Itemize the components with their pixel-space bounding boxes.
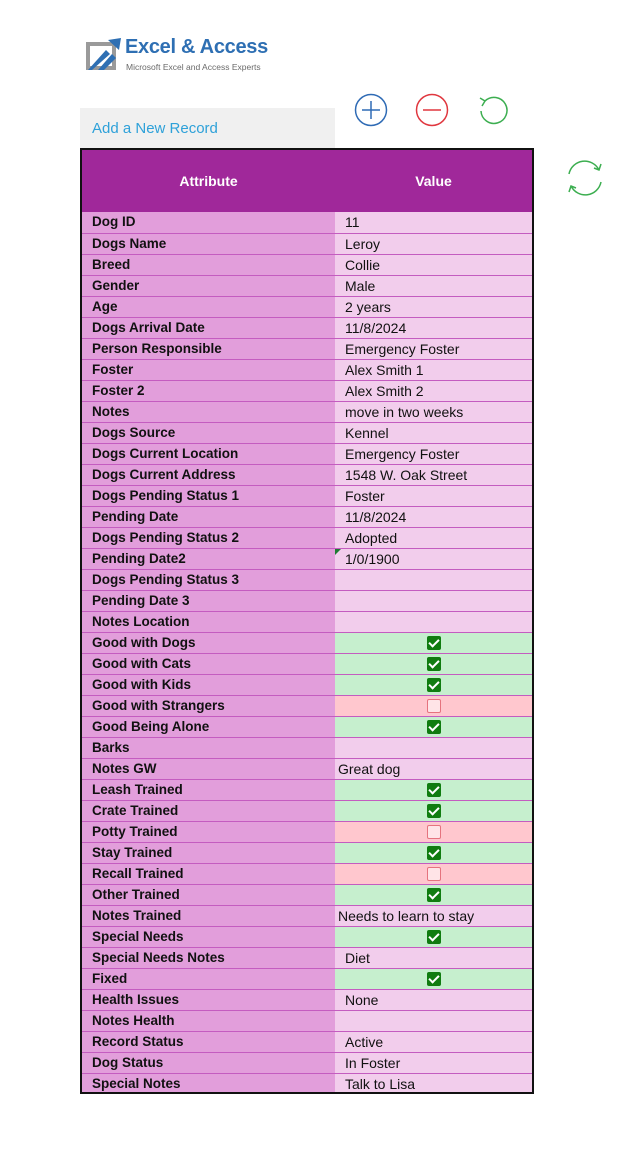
value-text: Talk to Lisa [345,1076,416,1092]
value-cell[interactable] [335,423,532,443]
table-row [82,632,532,653]
attribute-label: Dogs Pending Status 1 [82,486,335,506]
attribute-label: Record Status [82,1032,335,1052]
table-row [82,590,532,611]
table-row [82,842,532,863]
add-record-label: Add a New Record [92,120,218,137]
value-cell[interactable] [335,1032,532,1052]
value-text: Active [345,1034,384,1050]
table-row [82,422,532,443]
table-row [82,674,532,695]
value-cell[interactable] [335,212,532,233]
value-text: Alex Smith 2 [345,383,424,399]
attribute-label: Dog Status [82,1053,335,1073]
checked-checkbox-icon[interactable] [427,783,441,797]
table-row [82,296,532,317]
value-text: 11/8/2024 [345,320,407,336]
value-cell[interactable] [335,696,532,716]
value-text: None [345,992,379,1008]
value-text: Male [345,278,376,294]
table-row [82,317,532,338]
value-cell[interactable] [335,1074,532,1094]
value-text: 11 [345,214,360,230]
table-row [82,548,532,569]
table-row [82,737,532,758]
attribute-label: Special Needs Notes [82,948,335,968]
table-row [82,464,532,485]
attribute-label: Foster [82,360,335,380]
table-row [82,380,532,401]
attribute-label: Pending Date2 [82,549,335,569]
checked-checkbox-icon[interactable] [427,678,441,692]
excel-access-logo-icon [84,36,122,72]
table-row [82,947,532,968]
table-row [82,212,532,233]
table-row [82,338,532,359]
attribute-label: Notes Health [82,1011,335,1031]
value-cell[interactable] [335,612,532,632]
value-cell[interactable] [335,1011,532,1031]
value-cell[interactable] [335,969,532,989]
table-row [82,569,532,590]
attribute-label: Good with Strangers [82,696,335,716]
value-cell[interactable] [335,801,532,821]
value-cell[interactable] [335,297,532,317]
value-text: Needs to learn to stay [338,908,475,924]
attribute-label: Dogs Arrival Date [82,318,335,338]
attribute-label: Person Responsible [82,339,335,359]
table-row [82,758,532,779]
logo-subtitle: Microsoft Excel and Access Experts [126,62,261,72]
record-table [80,148,534,1094]
attribute-header: Attribute [179,173,238,189]
attribute-label: Potty Trained [82,822,335,842]
value-cell[interactable] [335,654,532,674]
attribute-label: Notes [82,402,335,422]
value-cell[interactable] [335,927,532,947]
table-row [82,884,532,905]
value-cell[interactable] [335,948,532,968]
error-indicator-icon [335,549,341,555]
value-cell[interactable] [335,864,532,884]
attribute-label: Pending Date 3 [82,591,335,611]
value-cell[interactable] [335,717,532,737]
table-row [82,821,532,842]
value-cell[interactable] [335,570,532,590]
attribute-label: Barks [82,738,335,758]
value-cell[interactable] [335,1053,532,1073]
attribute-label: Special Needs [82,927,335,947]
value-cell[interactable] [335,402,532,422]
value-header: Value [415,173,452,189]
attribute-label: Good Being Alone [82,717,335,737]
checked-checkbox-icon[interactable] [427,888,441,902]
add-icon[interactable] [354,93,388,127]
attribute-label: Good with Dogs [82,633,335,653]
attribute-label: Pending Date [82,507,335,527]
value-text: Great dog [338,761,401,777]
value-cell[interactable] [335,591,532,611]
table-row [82,653,532,674]
table-row [82,506,532,527]
value-cell[interactable] [335,759,532,779]
value-text: 1/0/1900 [345,551,400,567]
attribute-label: Stay Trained [82,843,335,863]
table-row [82,611,532,632]
value-cell[interactable] [335,381,532,401]
table-body [82,212,532,1094]
checked-checkbox-icon[interactable] [427,657,441,671]
checked-checkbox-icon[interactable] [427,804,441,818]
value-cell[interactable] [335,507,532,527]
value-text: In Foster [345,1055,401,1071]
value-cell[interactable] [335,780,532,800]
value-cell[interactable] [335,444,532,464]
table-row [82,275,532,296]
value-text: Emergency Foster [345,341,460,357]
attribute-label: Fixed [82,969,335,989]
value-text: Diet [345,950,370,966]
attribute-label: Age [82,297,335,317]
checked-checkbox-icon[interactable] [427,930,441,944]
table-row [82,989,532,1010]
table-row [82,863,532,884]
attribute-label: Dog ID [82,212,335,233]
value-cell[interactable] [335,906,532,926]
attribute-label: Dogs Pending Status 2 [82,528,335,548]
table-row [82,401,532,422]
attribute-label: Dogs Current Address [82,465,335,485]
value-text: 11/8/2024 [345,509,407,525]
attribute-label: Dogs Source [82,423,335,443]
refresh-icon[interactable] [561,156,609,200]
attribute-label: Notes Trained [82,906,335,926]
attribute-label: Recall Trained [82,864,335,884]
logo-title: Excel & Access [125,36,268,58]
attribute-label: Notes Location [82,612,335,632]
value-text: Alex Smith 1 [345,362,424,378]
attribute-label: Crate Trained [82,801,335,821]
unchecked-checkbox-icon[interactable] [427,867,441,881]
unchecked-checkbox-icon[interactable] [427,699,441,713]
add-record-banner[interactable] [80,108,335,148]
table-row [82,1010,532,1031]
table-row [82,527,532,548]
undo-icon[interactable] [476,93,510,127]
value-text: Foster [345,488,385,504]
attribute-label: Notes GW [82,759,335,779]
attribute-label: Dogs Current Location [82,444,335,464]
attribute-label: Other Trained [82,885,335,905]
table-row [82,968,532,989]
attribute-label: Health Issues [82,990,335,1010]
value-cell[interactable] [335,318,532,338]
delete-icon[interactable] [415,93,449,127]
value-cell[interactable] [335,738,532,758]
value-cell[interactable] [335,633,532,653]
attribute-label: Leash Trained [82,780,335,800]
value-text: move in two weeks [345,404,464,420]
attribute-label: Gender [82,276,335,296]
value-cell[interactable] [335,486,532,506]
unchecked-checkbox-icon[interactable] [427,825,441,839]
attribute-label: Dogs Name [82,234,335,254]
value-text: 2 years [345,299,391,315]
table-row [82,1073,532,1094]
value-text: Leroy [345,236,381,252]
value-cell[interactable] [335,675,532,695]
value-text: 1548 W. Oak Street [345,467,468,483]
value-cell[interactable] [335,339,532,359]
value-cell[interactable] [335,822,532,842]
table-row [82,716,532,737]
checked-checkbox-icon[interactable] [427,636,441,650]
table-row [82,779,532,800]
value-cell[interactable] [335,255,532,275]
value-cell[interactable] [335,528,532,548]
table-row [82,695,532,716]
checked-checkbox-icon[interactable] [427,972,441,986]
table-row [82,233,532,254]
value-cell[interactable] [335,360,532,380]
checked-checkbox-icon[interactable] [427,846,441,860]
table-row [82,359,532,380]
value-cell[interactable] [335,234,532,254]
value-cell[interactable] [335,843,532,863]
value-cell[interactable] [335,990,532,1010]
value-cell[interactable] [335,885,532,905]
table-row [82,254,532,275]
attribute-label: Good with Cats [82,654,335,674]
checked-checkbox-icon[interactable] [427,720,441,734]
attribute-label: Foster 2 [82,381,335,401]
attribute-label: Good with Kids [82,675,335,695]
table-row [82,926,532,947]
value-text: Emergency Foster [345,446,460,462]
value-text: Kennel [345,425,389,441]
value-cell[interactable] [335,549,532,569]
attribute-label: Special Notes [82,1074,335,1094]
value-cell[interactable] [335,465,532,485]
table-row [82,443,532,464]
value-text: Collie [345,257,381,273]
value-text: Adopted [345,530,398,546]
table-row [82,800,532,821]
logo [84,34,274,76]
attribute-label: Breed [82,255,335,275]
value-cell[interactable] [335,276,532,296]
table-row [82,905,532,926]
table-row [82,485,532,506]
table-row [82,1052,532,1073]
table-header [82,150,532,212]
table-row [82,1031,532,1052]
attribute-label: Dogs Pending Status 3 [82,570,335,590]
